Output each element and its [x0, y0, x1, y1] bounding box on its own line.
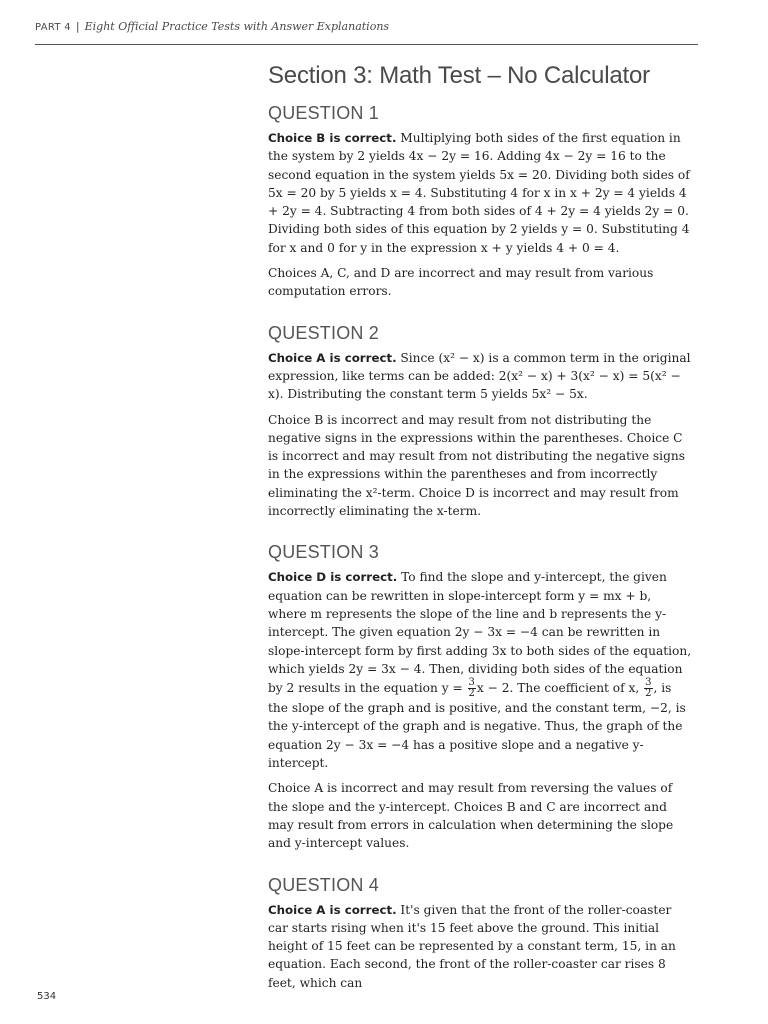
page-number: 534	[37, 991, 57, 1002]
explanation-paragraph	[268, 568, 693, 772]
fraction-denominator: 2	[645, 688, 652, 700]
explanation-text: Multiplying both sides of the first equation in the system by 2 yields 4x − 2y = 16. Adding 4x − 2y = 16 to the second equation in the system yields 5x = 20. Dividing both sides of 5x = 20 by 5 yields x = 4. Substituting 4 for x in x + 2y = 4 yields 4 + 2y = 4. Subtracting 4 from both sides of 4 + 2y = 4 yields 2y = 0. Dividing both sides of this equation by 2 yields y = 0. Substituting 4 for x and 0 for y in the expression x + y yields 4 + 0 = 4.	[268, 131, 690, 255]
part-label: PART 4	[35, 22, 71, 33]
question-block-2	[268, 323, 693, 521]
running-header	[35, 20, 698, 45]
incorrect-choices-paragraph: Choice B is incorrect and may result from not distributing the negative signs in the expressions within the parentheses. Choice C is incorrect and may result from not distributing the negative signs in the expressions within the parentheses and from incorrectly eliminating the x²-term. Choice D is incorrect and may result from incorrectly eliminating the x-term.	[268, 412, 685, 519]
fraction-numerator: 3	[645, 677, 652, 689]
header-separator: |	[75, 20, 80, 33]
question-block-3	[268, 542, 693, 852]
question-heading: QUESTION 2	[268, 322, 380, 343]
question-heading: QUESTION 3	[268, 542, 380, 563]
correct-choice-label: Choice A is correct.	[268, 902, 397, 917]
explanation-paragraph	[268, 349, 693, 404]
explanation-text: To find the slope and y-intercept, the given equation can be rewritten in slope-intercept form y = mx + b, where m represents the slope of the line and b represents the y-intercept. The given equation 2y − 3x = −4 can be rewritten in slope-intercept form by first adding 3x to both sides of the equation, which yields 2y = 3x − 4. Then, dividing both sides of the equation by 2 results in the equation y =	[268, 570, 692, 696]
correct-choice-label: Choice A is correct.	[268, 350, 397, 365]
correct-choice-label: Choice B is correct.	[268, 131, 397, 145]
book-title: Eight Official Practice Tests with Answer Explanations	[84, 20, 390, 33]
section-title: Section 3: Math Test – No Calculator	[268, 62, 650, 89]
explanation-paragraph	[268, 901, 693, 992]
main-content	[268, 62, 693, 999]
question-heading: QUESTION 1	[268, 103, 380, 123]
fraction-three-halves	[468, 678, 476, 699]
incorrect-choices-paragraph: Choices A, C, and D are incorrect and may result from various computation errors.	[268, 266, 654, 299]
question-block-4	[268, 875, 693, 992]
explanation-text: It's given that the front of the roller-coaster car starts rising when it's 15 feet above the ground. This initial height of 15 feet can be represented by a constant term, 15, in an equation. Each second, the front of the roller-coaster car rises 8 feet, which can	[268, 902, 676, 990]
fraction-three-halves	[644, 678, 652, 699]
fraction-numerator: 3	[468, 677, 475, 689]
explanation-text: Since (x² − x) is a common term in the original expression, like terms can be added: 2(x² − x) + 3(x² − x) = 5(x² − x). Distributing the constant term 5 yields 5x² − 5x.	[268, 350, 691, 402]
explanation-text: x − 2. The coefficient of x,	[476, 681, 644, 696]
incorrect-choices-paragraph: Choice A is incorrect and may result from reversing the values of the slope and the y-intercept. Choices B and C are incorrect and may result from errors in calculation when determining the slope and y-intercept values.	[268, 781, 674, 851]
explanation-text: , is the slope of the graph and is positive, and the constant term, −2, is the y-intercept of the graph and is negative. Thus, the graph of the equation 2y − 3x = −4 has a positive slope and a negative y-intercept.	[268, 681, 686, 771]
explanation-paragraph	[268, 129, 693, 257]
question-heading: QUESTION 4	[268, 874, 380, 895]
fraction-denominator: 2	[468, 688, 475, 700]
question-block-1	[268, 103, 693, 301]
correct-choice-label: Choice D is correct.	[268, 570, 398, 585]
